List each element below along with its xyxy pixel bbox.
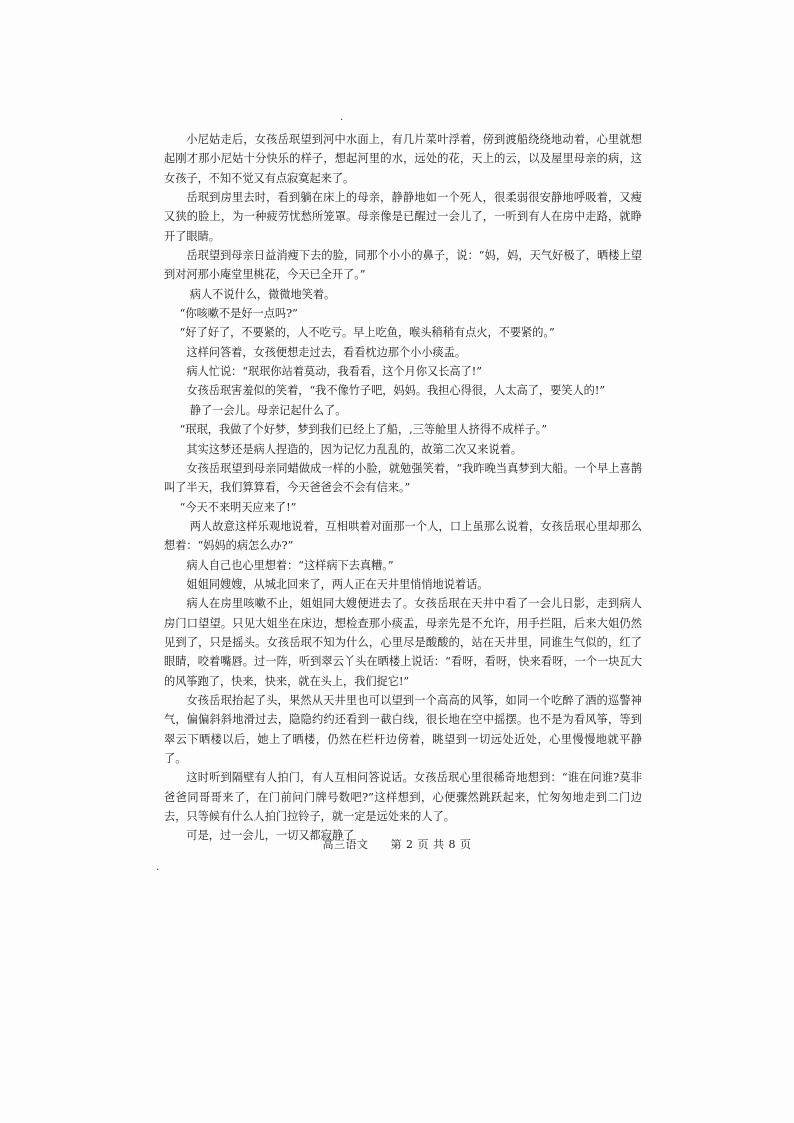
passage-paragraph: “今天不来明天应来了!”: [179, 500, 297, 514]
passage-paragraph: 静了一会儿。母亲记起什么了。: [189, 403, 347, 417]
passage-paragraph: 这时听到隔壁有人拍门，有人互相问答说话。女孩岳珉心里很稀奇地想到：“谁在问谁?莫非爸爸同哥哥来了，在门前问门牌号数吧?”这样想到，心便骤然跳跃起来，忙匆匆地走到二门边去，只等候有什么人拍门拉铃子，就一定是远处来的人了。: [164, 771, 642, 824]
passage-paragraph: 病人不说什么，微微地笑着。: [189, 287, 336, 301]
footer-page-info: 第 2 页 共 8 页: [390, 838, 472, 851]
passage-paragraph: 两人故意这样乐观地说着，互相哄着对面那一个人，口上虽那么说着，女孩岳珉心里却那么想着：“妈妈的病怎么办?”: [164, 519, 642, 553]
passage-paragraph: 女孩岳珉害羞似的笑着，“我不像竹子吧，妈妈。我担心得很，人太高了，要笑人的!”: [186, 384, 606, 398]
passage-paragraph: 病人自己也心里想着：“这样病下去真糟。”: [186, 558, 394, 572]
passage-paragraph: 女孩岳珉望到母亲同蜡做成一样的小脸，就勉强笑着，“我昨晚当真梦到大船。一个早上喜鹊叫了半天，我们算算看，今天爸爸会不会有信来。”: [164, 461, 642, 495]
passage-paragraph: 这样问答着，女孩便想走过去，看看枕边那个小小痰盂。: [186, 345, 467, 359]
passage-paragraph: 病人忙说：“珉珉你站着莫动，我看看，这个月你又长高了!”: [186, 365, 483, 379]
page-footer: [0, 836, 794, 852]
scan-speck-top: ·: [340, 115, 344, 126]
passage-paragraph: 姐姐同嫂嫂，从城北回来了，两人正在天井里悄悄地说着话。: [186, 577, 489, 591]
passage-paragraph: 其实这梦还是病人捏造的，因为记忆力乱乱的，故第二次又来说着。: [186, 442, 523, 456]
passage-paragraph: “好了好了，不要紧的，人不吃亏。早上吃鱼，喉头稍稍有点火，不要紧的。”: [179, 326, 555, 340]
reading-passage: [164, 130, 642, 846]
passage-paragraph: “珉珉，我做了个好梦，梦到我们已经上了船，,三等舱里人挤得不成样子。”: [179, 423, 548, 437]
passage-paragraph: 可是，过一会儿，一切又都寂静了: [186, 829, 355, 843]
passage-paragraph: 岳珉望到母亲日益消瘦下去的脸，同那个小小的鼻子，说：“妈，妈，天气好极了，晒楼上望到对河那小庵堂里桃花，今天已全开了。”: [164, 249, 642, 282]
passage-paragraph: 小尼姑走后，女孩岳珉望到河中水面上，有几片菜叶浮着，傍到渡船绕绕地动着，心里就想起刚才那小尼姑十分快乐的样子，想起河里的水，远处的花，天上的云，以及屋里母亲的病，这女孩子，不知不觉又有点寂寞起来了。: [164, 133, 642, 185]
scan-speck-bottom: ·: [156, 865, 160, 876]
passage-paragraph: 病人在房里咳嗽不止，姐姐同大嫂便进去了。女孩岳珉在天井中看了一会儿日影，走到病人房门口望望。只见大姐坐在床边，想检查那小痰盂，母亲先是不允许，用手拦阻，后来大姐仍然见到了，只是摇头。女孩岳珉不知为什么，心里尽是酸酸的，站在天井里，同谁生气似的，红了眼睛，咬着嘴唇。过一阵，听到翠云丫头在晒楼上说话：“看呀，看呀，快来看呀，一个一块瓦大的风筝跑了，快来，快来，就在头上，我们捉它!”: [164, 597, 642, 688]
footer-subject: 高三语文: [322, 838, 369, 851]
passage-paragraph: 岳珉到房里去时，看到躺在床上的母亲，静静地如一个死人，很柔弱很安静地呼吸着，又瘦又狭的脸上，为一种疲劳忧愁所笼罩。母亲像是已醒过一会儿了，一听到有人在房中走路，就睁开了眼睛。: [164, 191, 642, 243]
passage-paragraph: 女孩岳珉抬起了头，果然从天井里也可以望到一个高高的风筝，如同一个吃醉了酒的巡警神气，偏偏斜斜地滑过去，隐隐约约还看到一截白线，很长地在空中摇摆。也不是为看风筝，等到翠云下晒楼以后，她上了晒楼，仍然在栏杆边傍着，眺望到一切远处近处，心里慢慢地就平静了。: [164, 693, 642, 765]
passage-paragraph: “你咳嗽不是好一点吗?”: [179, 307, 298, 321]
